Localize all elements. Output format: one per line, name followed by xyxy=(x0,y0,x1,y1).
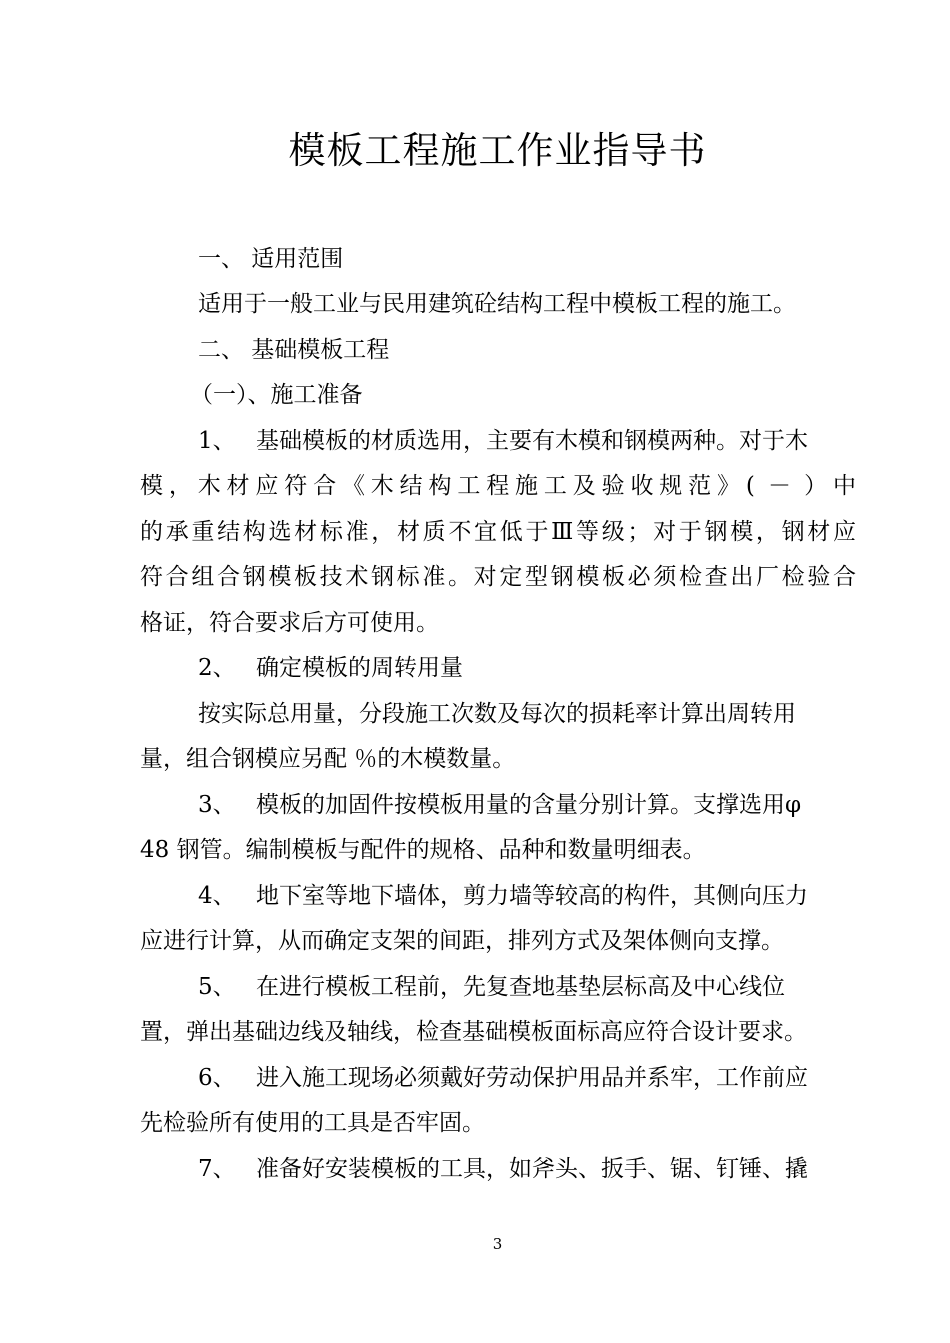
item-4-text: 地下室等地下墙体，剪力墙等较高的构件，其侧向压力 xyxy=(256,883,808,909)
section-2-heading: 二、 基础模板工程 xyxy=(198,337,390,363)
item-3-number: 3、 xyxy=(198,792,236,818)
page-number: 3 xyxy=(492,1235,503,1253)
item-4-number: 4、 xyxy=(198,883,236,909)
item-2-first-line xyxy=(198,651,463,685)
subsection-heading: （一）、施工准备 xyxy=(190,382,363,408)
item-3-text: 模板的加固件按模板用量的含量分别计算。支撑选用φ xyxy=(256,792,802,818)
item-2-line-3: 量，组合钢模应另配 ％的木模数量。 xyxy=(140,746,516,772)
item-7-number: 7、 xyxy=(198,1156,236,1182)
item-6-first-line xyxy=(198,1061,808,1095)
item-2-text: 确定模板的周转用量 xyxy=(256,655,463,681)
item-6-number: 6、 xyxy=(198,1065,236,1091)
item-1-line-4: 符合组合钢模板技术钢标准。对定型钢模板必须检查出厂检验合 xyxy=(140,564,856,590)
item-6-line-2: 先检验所有使用的工具是否牢固。 xyxy=(140,1110,485,1136)
item-3-first-line xyxy=(198,788,801,822)
item-4-first-line xyxy=(198,879,808,913)
item-6-text: 进入施工现场必须戴好劳动保护用品并系牢，工作前应 xyxy=(256,1065,808,1091)
item-1-line-3: 的承重结构选材标准，材质不宜低于Ⅲ等级；对于钢模，钢材应 xyxy=(140,519,856,545)
item-1-line-2: 模，木材应符合《木结构工程施工及验收规范》( － ）中 xyxy=(140,473,856,499)
item-1-first-line xyxy=(198,424,808,458)
item-5-number: 5、 xyxy=(198,974,236,1000)
item-1-number: 1、 xyxy=(198,428,236,454)
item-1-text: 基础模板的材质选用，主要有木模和钢模两种。对于木 xyxy=(256,428,808,454)
item-2-number: 2、 xyxy=(198,655,236,681)
item-4-line-2: 应进行计算，从而确定支架的间距，排列方式及架体侧向支撑。 xyxy=(140,928,784,954)
item-7-text: 准备好安装模板的工具，如斧头、扳手、锯、钉锤、撬 xyxy=(256,1156,808,1182)
item-1-line-5: 格证，符合要求后方可使用。 xyxy=(140,610,439,636)
item-5-first-line xyxy=(198,970,785,1004)
section-1-heading: 一、 适用范围 xyxy=(198,246,344,272)
item-2-line-2: 按实际总用量，分段施工次数及每次的损耗率计算出周转用 xyxy=(198,701,796,727)
section-1-text: 适用于一般工业与民用建筑砼结构工程中模板工程的施工。 xyxy=(198,291,796,317)
item-3-line-2: 48 钢管。编制模板与配件的规格、品种和数量明细表。 xyxy=(140,837,706,863)
item-5-text: 在进行模板工程前，先复查地基垫层标高及中心线位 xyxy=(256,974,785,1000)
item-7-first-line xyxy=(198,1152,808,1186)
document-title: 模板工程施工作业指导书 xyxy=(288,129,707,172)
item-5-line-2: 置，弹出基础边线及轴线，检查基础模板面标高应符合设计要求。 xyxy=(140,1019,807,1045)
